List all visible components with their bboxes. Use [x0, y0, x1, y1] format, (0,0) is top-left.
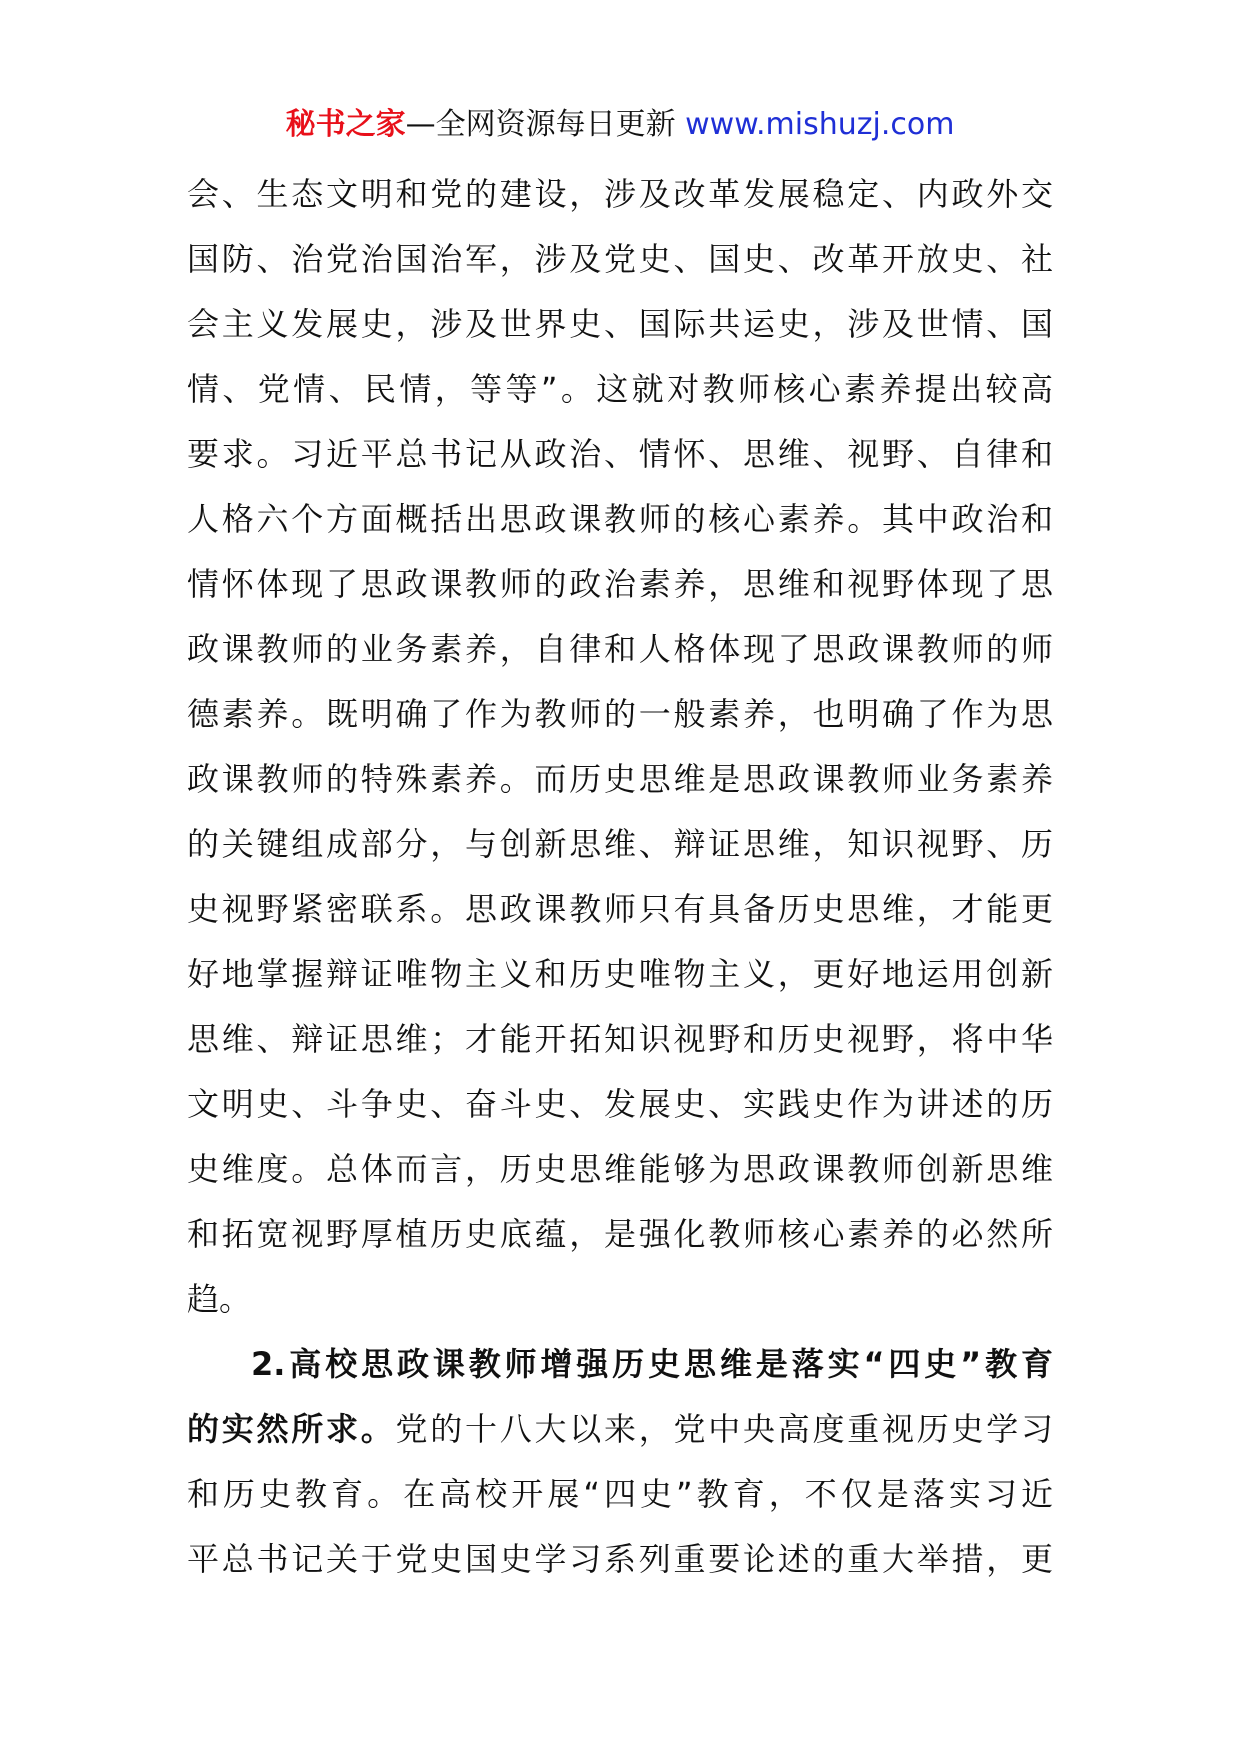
text-line: 好地掌握辩证唯物主义和历史唯物主义，更好地运用创新: [187, 955, 1053, 993]
text-line: 和拓宽视野厚植历史底蕴，是强化教师核心素养的必然所: [187, 1215, 1053, 1253]
text-line: 平总书记关于党史国史学习系列重要论述的重大举措，更: [187, 1540, 1053, 1578]
text-line: 政课教师的业务素养，自律和人格体现了思政课教师的师: [187, 630, 1053, 668]
text-line: 会、生态文明和党的建设，涉及改革发展稳定、内政外交: [187, 175, 1053, 213]
text-line: 趋。: [187, 1280, 252, 1318]
page-header: [0, 100, 1240, 150]
text-line: 德素养。既明确了作为教师的一般素养，也明确了作为思: [187, 695, 1053, 733]
text-line: 的关键组成部分，与创新思维、辩证思维，知识视野、历: [187, 825, 1053, 863]
text-line: 情怀体现了思政课教师的政治素养，思维和视野体现了思: [187, 565, 1053, 603]
text-line: 政课教师的特殊素养。而历史思维是思政课教师业务素养: [187, 760, 1053, 798]
text-line: 史维度。总体而言，历史思维能够为思政课教师创新思维: [187, 1150, 1053, 1188]
header-tagline: —全网资源每日更新: [405, 107, 686, 142]
text-line: 人格六个方面概括出思政课教师的核心素养。其中政治和: [187, 500, 1053, 538]
body-text: [187, 162, 1053, 1592]
text-line: 思维、辩证思维；才能开拓知识视野和历史视野，将中华: [187, 1020, 1053, 1058]
text-line: 和历史教育。在高校开展“四史”教育，不仅是落实习近: [187, 1475, 1053, 1513]
section-heading-continued: [187, 1397, 1053, 1462]
text-line: 会主义发展史，涉及世界史、国际共运史，涉及世情、国: [187, 305, 1053, 343]
brand-name: 秘书之家: [285, 107, 406, 142]
text-line: 国防、治党治国治军，涉及党史、国史、改革开放史、社: [187, 240, 1053, 278]
text-line: 文明史、斗争史、奋斗史、发展史、实践史作为讲述的历: [187, 1085, 1053, 1123]
text-run: 党的十八大以来，党中央高度重视历史学习: [395, 1410, 1053, 1448]
website-link[interactable]: www.mishuzj.com: [685, 107, 955, 142]
text-line: 史视野紧密联系。思政课教师只有具备历史思维，才能更: [187, 890, 1053, 928]
section-heading: 2.高校思政课教师增强历史思维是落实“四史”教育: [251, 1345, 1053, 1383]
text-line: 要求。习近平总书记从政治、情怀、思维、视野、自律和: [187, 435, 1053, 473]
text-line: 情、党情、民情，等等”。这就对教师核心素养提出较高: [187, 370, 1053, 408]
section-heading-end: 的实然所求。: [187, 1410, 396, 1448]
